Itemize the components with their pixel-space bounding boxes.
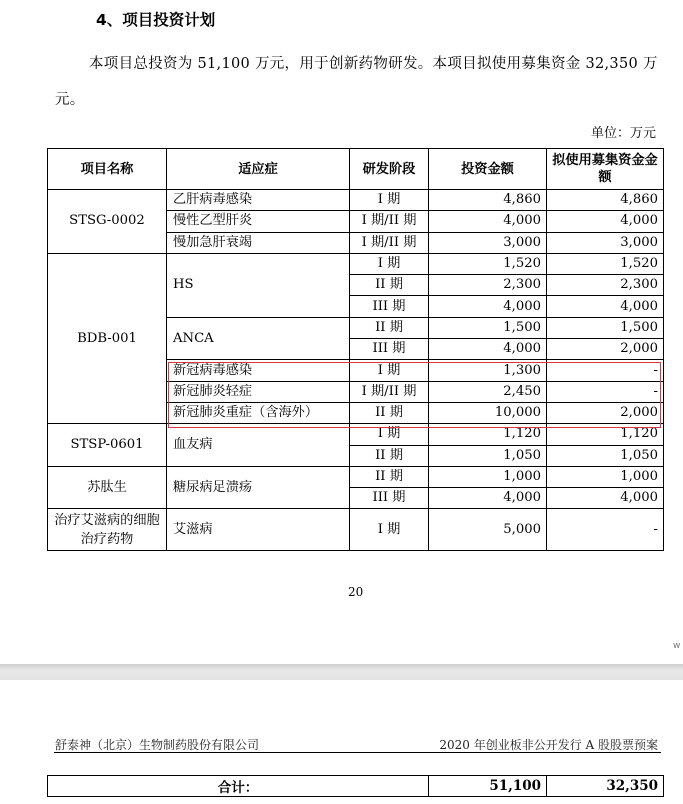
indication-cell: 新冠肺炎轻症 (167, 381, 350, 402)
header-phase: 研发阶段 (350, 149, 429, 190)
indication-cell: 乙肝病毒感染 (167, 190, 350, 211)
indication-cell: 新冠病毒感染 (167, 360, 350, 381)
total-row (48, 776, 664, 797)
section-heading: 4、项目投资计划 (96, 11, 216, 29)
indication-cell: 艾滋病 (167, 509, 350, 551)
investment-summary-paragraph: 本项目总投资为 51,100 万元，用于创新药物研发。本项目拟使用募集资金 32,350 万元。 (55, 56, 658, 108)
phase-cell: II 期 (350, 275, 429, 296)
indication-cell: 慢性乙型肝炎 (167, 211, 350, 232)
indication-cell: 慢加急肝衰竭 (167, 232, 350, 253)
header-investment: 投资金额 (429, 149, 547, 190)
edge-text-fragment: w (673, 641, 681, 651)
investment-plan-table (47, 148, 664, 551)
phase-cell: I 期 (350, 360, 429, 381)
project-name-cell: STSG-0002 (48, 190, 167, 254)
phase-cell: II 期 (350, 445, 429, 466)
investment-cell: 4,000 (429, 339, 547, 360)
investment-cell: 10,000 (429, 402, 547, 423)
total-row-table (47, 775, 664, 797)
raised-cell: 2,000 (547, 402, 664, 423)
phase-cell: III 期 (350, 488, 429, 509)
project-name-cell: 苏肽生 (48, 466, 167, 509)
phase-cell: III 期 (350, 296, 429, 317)
raised-cell: - (547, 360, 664, 381)
investment-cell: 2,450 (429, 381, 547, 402)
raised-cell: 1,050 (547, 445, 664, 466)
table-row (48, 509, 664, 551)
phase-cell: I 期 (350, 509, 429, 551)
raised-cell: 1,520 (547, 253, 664, 274)
investment-cell: 1,050 (429, 445, 547, 466)
raised-cell: 2,300 (547, 275, 664, 296)
phase-cell: I 期 (350, 424, 429, 445)
raised-cell: 3,000 (547, 232, 664, 253)
phase-cell: I 期 (350, 190, 429, 211)
header-project-name: 项目名称 (48, 149, 167, 190)
investment-cell: 1,000 (429, 466, 547, 487)
investment-cell: 1,500 (429, 317, 547, 338)
raised-cell: 1,120 (547, 424, 664, 445)
indication-cell: 血友病 (167, 424, 350, 467)
total-investment: 51,100 (429, 776, 547, 797)
raised-cell: 4,000 (547, 296, 664, 317)
phase-cell: II 期 (350, 317, 429, 338)
raised-cell: 4,000 (547, 211, 664, 232)
indication-cell: ANCA (167, 317, 350, 360)
investment-cell: 2,300 (429, 275, 547, 296)
raised-cell: - (547, 509, 664, 551)
investment-cell: 1,520 (429, 253, 547, 274)
raised-cell: 1,000 (547, 466, 664, 487)
table-row (48, 190, 664, 211)
running-header-company: 舒泰神（北京）生物制药股份有限公司 (55, 738, 260, 752)
table-row (48, 466, 664, 487)
investment-cell: 4,860 (429, 190, 547, 211)
investment-cell: 4,000 (429, 296, 547, 317)
table-row (48, 253, 664, 274)
unit-label: 单位：万元 (590, 126, 656, 141)
page-separator (0, 664, 683, 680)
running-header-document-title: 2020 年创业板非公开发行 A 股股票预案 (439, 738, 658, 752)
project-name-cell: STSP-0601 (48, 424, 167, 467)
table-header-row (48, 149, 664, 190)
header-indication: 适应症 (167, 149, 350, 190)
indication-cell: 新冠肺炎重症（含海外） (167, 402, 350, 423)
investment-cell: 4,000 (429, 488, 547, 509)
raised-cell: 4,000 (547, 488, 664, 509)
phase-cell: I 期/II 期 (350, 232, 429, 253)
indication-cell: HS (167, 253, 350, 317)
page-number: 20 (348, 585, 364, 599)
raised-cell: 1,500 (547, 317, 664, 338)
project-name-cell: BDB-001 (48, 253, 167, 423)
phase-cell: II 期 (350, 466, 429, 487)
table-row (48, 424, 664, 445)
raised-cell: 2,000 (547, 339, 664, 360)
indication-cell: 糖尿病足溃疡 (167, 466, 350, 509)
phase-cell: II 期 (350, 402, 429, 423)
total-raised: 32,350 (547, 776, 664, 797)
phase-cell: I 期/II 期 (350, 211, 429, 232)
phase-cell: I 期/II 期 (350, 381, 429, 402)
project-name-cell: 治疗艾滋病的细胞治疗药物 (48, 509, 167, 551)
header-raised-funds: 拟使用募集资金金额 (547, 149, 664, 190)
investment-cell: 4,000 (429, 211, 547, 232)
total-label: 合计： (48, 776, 429, 797)
phase-cell: III 期 (350, 339, 429, 360)
investment-cell: 3,000 (429, 232, 547, 253)
raised-cell: - (547, 381, 664, 402)
phase-cell: I 期 (350, 253, 429, 274)
investment-cell: 1,120 (429, 424, 547, 445)
investment-cell: 1,300 (429, 360, 547, 381)
running-header-rule (54, 752, 661, 753)
investment-cell: 5,000 (429, 509, 547, 551)
raised-cell: 4,860 (547, 190, 664, 211)
